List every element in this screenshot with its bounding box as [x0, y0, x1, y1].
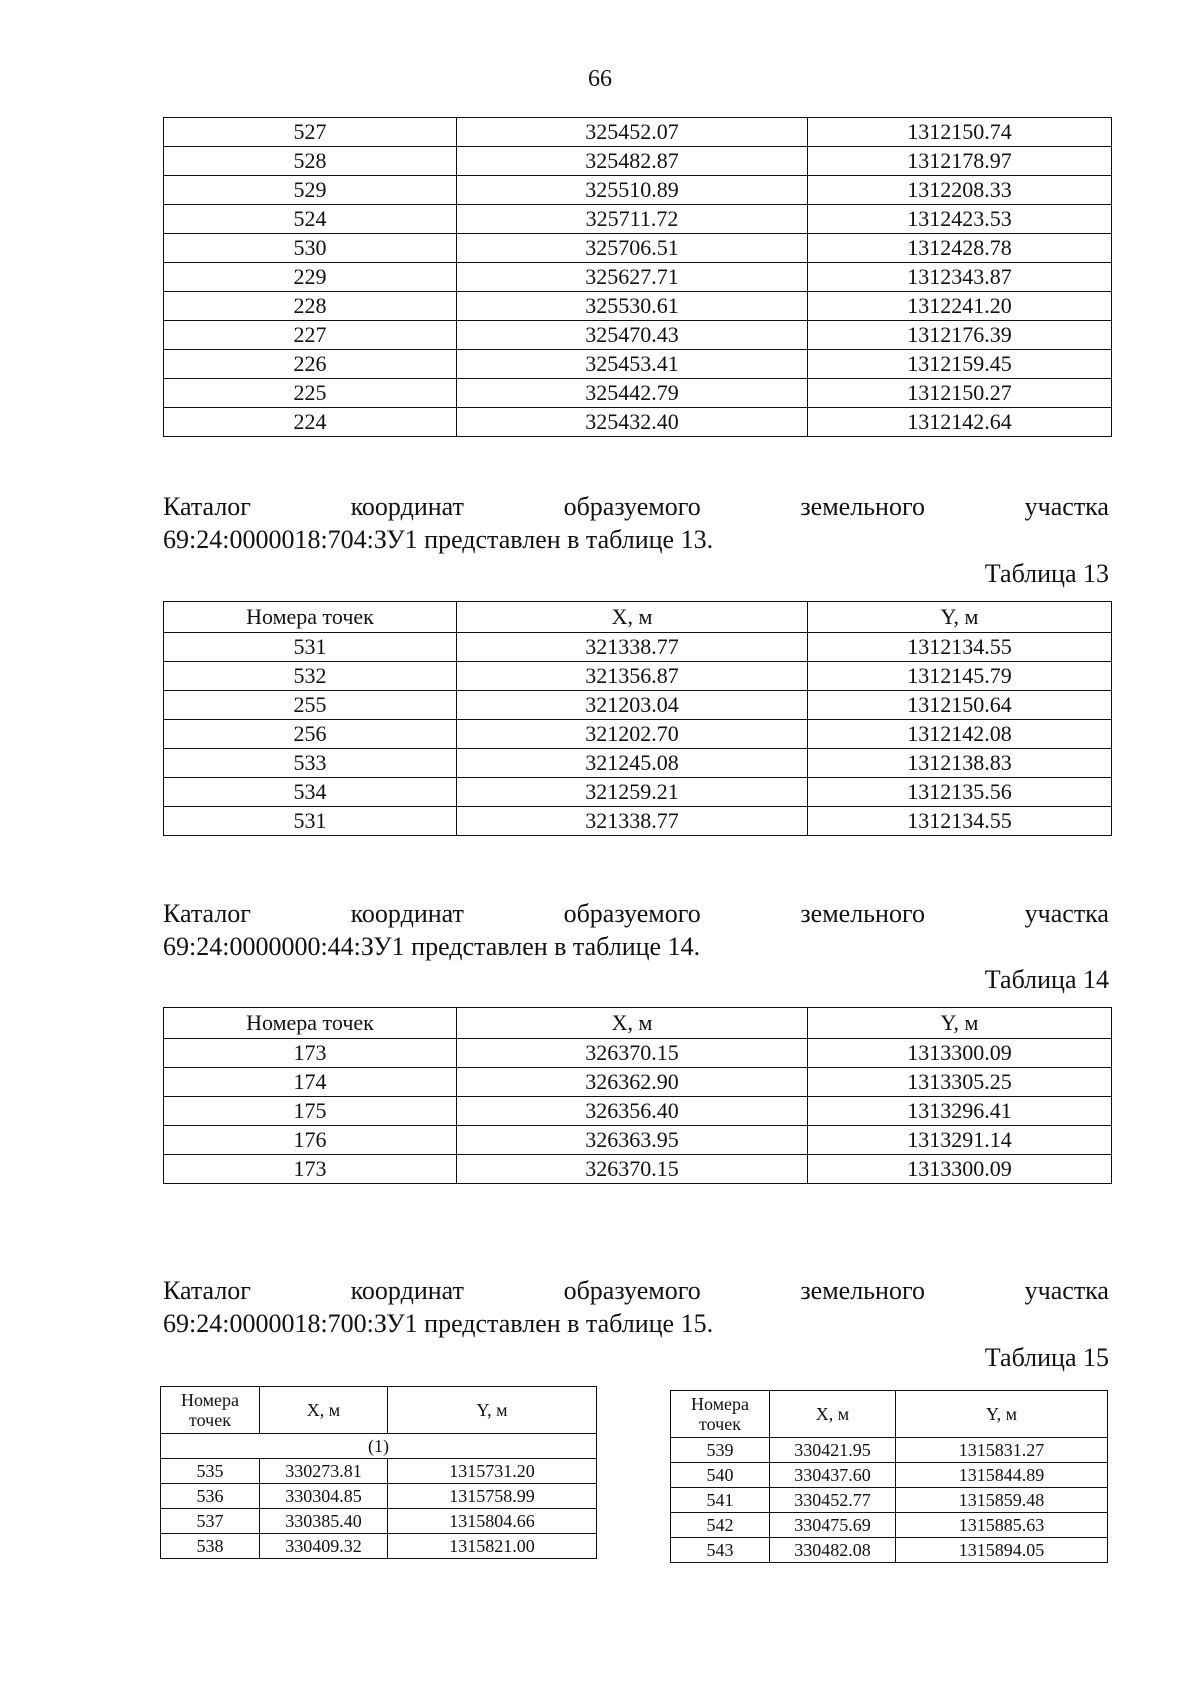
point-number-cell: 173 — [164, 1155, 457, 1184]
table-15-right-body — [671, 1438, 1108, 1563]
y-coordinate-cell: 1312208.33 — [808, 176, 1112, 205]
header-cell: Номера точек — [164, 602, 457, 633]
y-coordinate-cell: 1312178.97 — [808, 147, 1112, 176]
y-coordinate-cell: 1315885.63 — [896, 1513, 1108, 1538]
y-coordinate-cell: 1312150.74 — [808, 118, 1112, 147]
y-coordinate-cell: 1312134.55 — [808, 807, 1112, 836]
x-coordinate-cell: 326356.40 — [457, 1097, 808, 1126]
table-row — [161, 1459, 597, 1484]
header-cell: Номера точек — [161, 1387, 260, 1434]
point-number-cell: 532 — [164, 662, 457, 691]
y-coordinate-cell: 1312176.39 — [808, 321, 1112, 350]
x-coordinate-cell: 325432.40 — [457, 408, 808, 437]
y-coordinate-cell: 1312428.78 — [808, 234, 1112, 263]
y-coordinate-cell: 1312142.08 — [808, 720, 1112, 749]
table-15-left — [160, 1386, 597, 1559]
table-row — [164, 749, 1112, 778]
point-number-cell: 173 — [164, 1039, 457, 1068]
x-coordinate-cell: 321338.77 — [457, 807, 808, 836]
point-number-cell: 535 — [161, 1459, 260, 1484]
table-row — [164, 176, 1112, 205]
point-number-cell: 531 — [164, 633, 457, 662]
point-number-cell: 229 — [164, 263, 457, 292]
point-number-cell: 524 — [164, 205, 457, 234]
table-row — [164, 147, 1112, 176]
y-coordinate-cell: 1315894.05 — [896, 1538, 1108, 1563]
x-coordinate-cell: 325470.43 — [457, 321, 808, 350]
table-14-header-row — [164, 1008, 1112, 1039]
paragraph-15-line1 — [163, 1274, 1109, 1307]
x-coordinate-cell: 321356.87 — [457, 662, 808, 691]
table-row — [161, 1534, 597, 1559]
y-coordinate-cell: 1312138.83 — [808, 749, 1112, 778]
paragraph-13-line2: 69:24:0000018:704:ЗУ1 представлен в таблице 13. — [163, 525, 714, 554]
point-number-cell: 528 — [164, 147, 457, 176]
x-coordinate-cell: 330273.81 — [260, 1459, 388, 1484]
table-row — [164, 118, 1112, 147]
x-coordinate-cell: 321245.08 — [457, 749, 808, 778]
table-15-right-header-row — [671, 1391, 1108, 1438]
y-coordinate-cell: 1315758.99 — [388, 1484, 597, 1509]
y-coordinate-cell: 1313300.09 — [808, 1155, 1112, 1184]
point-number-cell: 538 — [161, 1534, 260, 1559]
table-row — [671, 1538, 1108, 1563]
y-coordinate-cell: 1312343.87 — [808, 263, 1112, 292]
y-coordinate-cell: 1313305.25 — [808, 1068, 1112, 1097]
table-row — [161, 1509, 597, 1534]
word: образуемого — [563, 1276, 701, 1305]
y-coordinate-cell: 1315804.66 — [388, 1509, 597, 1534]
header-cell: X, м — [770, 1391, 896, 1438]
x-coordinate-cell: 330421.95 — [770, 1438, 896, 1463]
table-row — [164, 807, 1112, 836]
y-coordinate-cell: 1312135.56 — [808, 778, 1112, 807]
point-number-cell: 529 — [164, 176, 457, 205]
table-row — [164, 1126, 1112, 1155]
point-number-cell: 537 — [161, 1509, 260, 1534]
table-13 — [163, 601, 1112, 836]
word: участка — [1024, 492, 1109, 521]
word: Каталог — [163, 492, 251, 521]
table-14-body — [164, 1039, 1112, 1184]
table-row — [164, 263, 1112, 292]
point-number-cell: 530 — [164, 234, 457, 263]
table-row — [164, 1039, 1112, 1068]
point-number-cell: 174 — [164, 1068, 457, 1097]
table-row — [164, 379, 1112, 408]
y-coordinate-cell: 1315844.89 — [896, 1463, 1108, 1488]
table-row — [671, 1488, 1108, 1513]
point-number-cell: 255 — [164, 691, 457, 720]
table-15-caption: Таблица 15 — [984, 1343, 1109, 1372]
table-12-body — [164, 118, 1112, 437]
point-number-cell: 536 — [161, 1484, 260, 1509]
table-row — [164, 691, 1112, 720]
point-number-cell: 539 — [671, 1438, 770, 1463]
point-number-cell: 224 — [164, 408, 457, 437]
table-15-left-body — [161, 1459, 597, 1559]
word: земельного — [800, 492, 925, 521]
word: образуемого — [563, 899, 701, 928]
table-row — [161, 1484, 597, 1509]
header-cell: Y, м — [808, 1008, 1112, 1039]
header-cell: Y, м — [896, 1391, 1108, 1438]
table-13-caption: Таблица 13 — [984, 559, 1109, 588]
x-coordinate-cell: 325706.51 — [457, 234, 808, 263]
y-coordinate-cell: 1315821.00 — [388, 1534, 597, 1559]
point-number-cell: 540 — [671, 1463, 770, 1488]
table-row — [164, 1068, 1112, 1097]
paragraph-14 — [163, 897, 1109, 963]
paragraph-13 — [163, 490, 1109, 556]
contour-row — [161, 1434, 597, 1459]
y-coordinate-cell: 1313300.09 — [808, 1039, 1112, 1068]
y-coordinate-cell: 1312423.53 — [808, 205, 1112, 234]
word: земельного — [800, 1276, 925, 1305]
x-coordinate-cell: 330437.60 — [770, 1463, 896, 1488]
table-row — [671, 1463, 1108, 1488]
header-cell: Номера точек — [164, 1008, 457, 1039]
x-coordinate-cell: 325627.71 — [457, 263, 808, 292]
table-row — [164, 321, 1112, 350]
header-cell: Y, м — [808, 602, 1112, 633]
table-row — [671, 1438, 1108, 1463]
table-row — [671, 1513, 1108, 1538]
point-number-cell: 176 — [164, 1126, 457, 1155]
table-14-caption: Таблица 14 — [984, 965, 1109, 994]
y-coordinate-cell: 1315859.48 — [896, 1488, 1108, 1513]
x-coordinate-cell: 330482.08 — [770, 1538, 896, 1563]
table-14 — [163, 1007, 1112, 1184]
header-cell: Y, м — [388, 1387, 597, 1434]
point-number-cell: 256 — [164, 720, 457, 749]
word: координат — [350, 492, 464, 521]
word: образуемого — [563, 492, 701, 521]
y-coordinate-cell: 1312142.64 — [808, 408, 1112, 437]
word: Каталог — [163, 1276, 251, 1305]
x-coordinate-cell: 325711.72 — [457, 205, 808, 234]
header-cell: X, м — [260, 1387, 388, 1434]
table-15-left-header-row — [161, 1387, 597, 1434]
y-coordinate-cell: 1312159.45 — [808, 350, 1112, 379]
word: земельного — [800, 899, 925, 928]
x-coordinate-cell: 325453.41 — [457, 350, 808, 379]
x-coordinate-cell: 326370.15 — [457, 1155, 808, 1184]
point-number-cell: 542 — [671, 1513, 770, 1538]
table-row — [164, 720, 1112, 749]
x-coordinate-cell: 325482.87 — [457, 147, 808, 176]
table-13-body — [164, 633, 1112, 836]
header-cell: X, м — [457, 1008, 808, 1039]
x-coordinate-cell: 326362.90 — [457, 1068, 808, 1097]
y-coordinate-cell: 1313291.14 — [808, 1126, 1112, 1155]
x-coordinate-cell: 330452.77 — [770, 1488, 896, 1513]
contour-label: (1) — [161, 1434, 597, 1459]
word: участка — [1024, 1276, 1109, 1305]
x-coordinate-cell: 321202.70 — [457, 720, 808, 749]
paragraph-13-line1 — [163, 490, 1109, 523]
table-row — [164, 350, 1112, 379]
point-number-cell: 543 — [671, 1538, 770, 1563]
table-row — [164, 408, 1112, 437]
point-number-cell: 227 — [164, 321, 457, 350]
header-cell: Номера точек — [671, 1391, 770, 1438]
table-row — [164, 1155, 1112, 1184]
table-15-right — [670, 1390, 1108, 1563]
y-coordinate-cell: 1312150.27 — [808, 379, 1112, 408]
x-coordinate-cell: 325510.89 — [457, 176, 808, 205]
y-coordinate-cell: 1315731.20 — [388, 1459, 597, 1484]
y-coordinate-cell: 1315831.27 — [896, 1438, 1108, 1463]
point-number-cell: 533 — [164, 749, 457, 778]
y-coordinate-cell: 1312241.20 — [808, 292, 1112, 321]
point-number-cell: 531 — [164, 807, 457, 836]
y-coordinate-cell: 1312134.55 — [808, 633, 1112, 662]
x-coordinate-cell: 321259.21 — [457, 778, 808, 807]
point-number-cell: 225 — [164, 379, 457, 408]
y-coordinate-cell: 1312150.64 — [808, 691, 1112, 720]
point-number-cell: 228 — [164, 292, 457, 321]
word: координат — [350, 899, 464, 928]
x-coordinate-cell: 325442.79 — [457, 379, 808, 408]
word: участка — [1024, 899, 1109, 928]
paragraph-14-line2: 69:24:0000000:44:ЗУ1 представлен в таблице 14. — [163, 932, 701, 961]
table-row — [164, 633, 1112, 662]
x-coordinate-cell: 325530.61 — [457, 292, 808, 321]
x-coordinate-cell: 330409.32 — [260, 1534, 388, 1559]
table-12-continuation — [163, 117, 1112, 437]
table-row — [164, 1097, 1112, 1126]
point-number-cell: 226 — [164, 350, 457, 379]
x-coordinate-cell: 321203.04 — [457, 691, 808, 720]
point-number-cell: 527 — [164, 118, 457, 147]
table-row — [164, 234, 1112, 263]
y-coordinate-cell: 1312145.79 — [808, 662, 1112, 691]
table-row — [164, 662, 1112, 691]
x-coordinate-cell: 330385.40 — [260, 1509, 388, 1534]
table-row — [164, 205, 1112, 234]
table-13-header-row — [164, 602, 1112, 633]
header-cell: X, м — [457, 602, 808, 633]
x-coordinate-cell: 330304.85 — [260, 1484, 388, 1509]
y-coordinate-cell: 1313296.41 — [808, 1097, 1112, 1126]
point-number-cell: 534 — [164, 778, 457, 807]
point-number-cell: 541 — [671, 1488, 770, 1513]
word: координат — [350, 1276, 464, 1305]
table-row — [164, 778, 1112, 807]
point-number-cell: 175 — [164, 1097, 457, 1126]
x-coordinate-cell: 321338.77 — [457, 633, 808, 662]
x-coordinate-cell: 326363.95 — [457, 1126, 808, 1155]
paragraph-15 — [163, 1274, 1109, 1340]
x-coordinate-cell: 326370.15 — [457, 1039, 808, 1068]
x-coordinate-cell: 330475.69 — [770, 1513, 896, 1538]
x-coordinate-cell: 325452.07 — [457, 118, 808, 147]
word: Каталог — [163, 899, 251, 928]
paragraph-14-line1 — [163, 897, 1109, 930]
table-row — [164, 292, 1112, 321]
paragraph-15-line2: 69:24:0000018:700:ЗУ1 представлен в таблице 15. — [163, 1309, 714, 1338]
page-number: 66 — [588, 66, 612, 92]
